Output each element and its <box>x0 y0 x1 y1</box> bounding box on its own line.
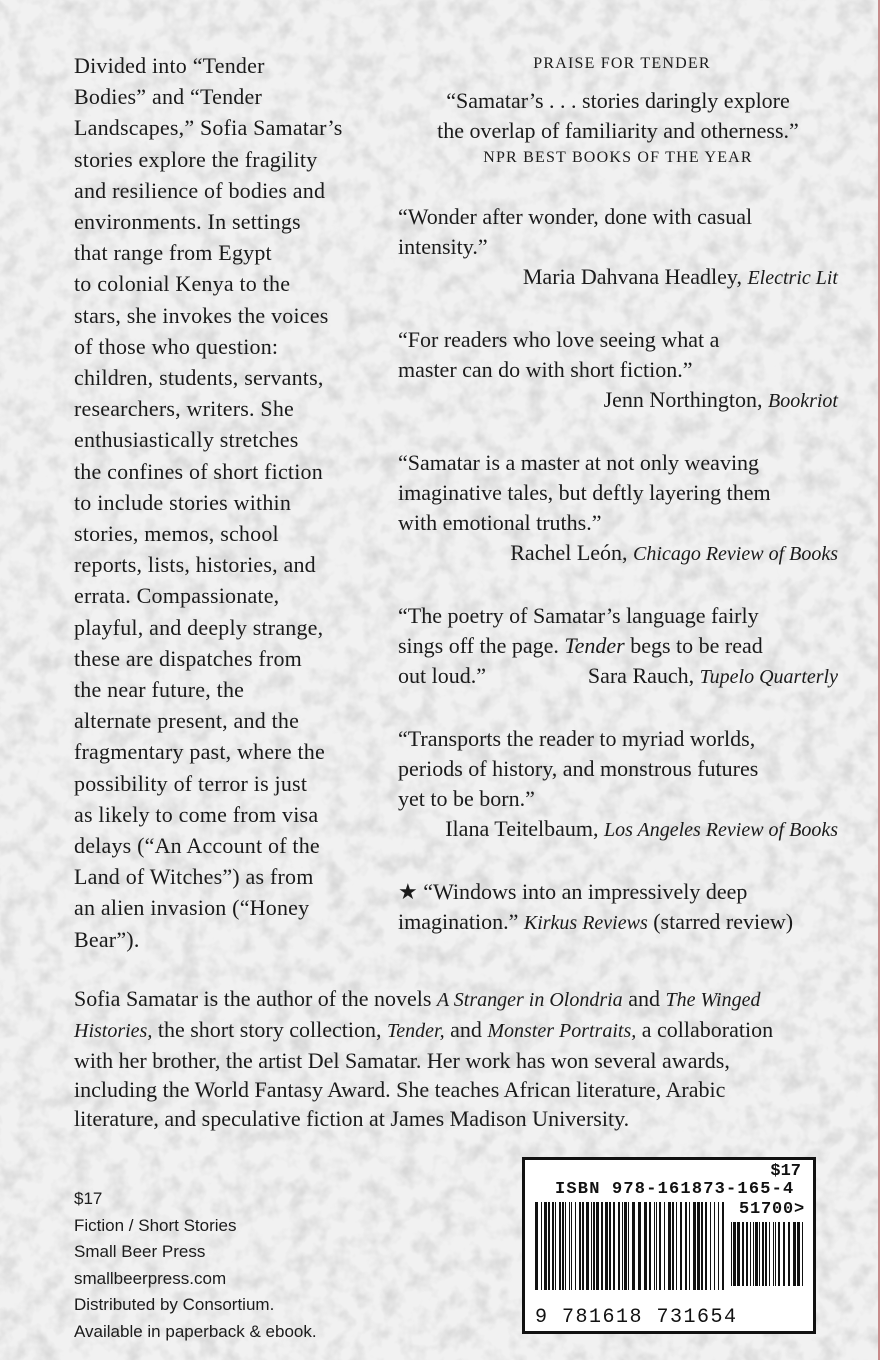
blurb-line: as likely to come from visa <box>74 801 319 827</box>
barcode-bar <box>654 1202 655 1290</box>
quote-attribution: Maria Dahvana Headley, Electric Lit <box>522 264 838 289</box>
blurb-line: the near future, the <box>74 677 245 703</box>
barcode-bar <box>714 1202 715 1290</box>
barcode-bar <box>632 1202 635 1290</box>
blurb-line: Landscapes,” Sofia Samatar’s <box>74 115 343 141</box>
blurb-line: stars, she invokes the voices <box>74 302 329 328</box>
blurb-line: to colonial Kenya to the <box>74 271 291 297</box>
barcode-bar <box>664 1202 665 1290</box>
barcode-bar <box>605 1202 608 1290</box>
meta-price: $17 <box>74 1189 103 1208</box>
book-description <box>74 50 374 955</box>
quote-npr: “Samatar’s . . . stories daringly explore the overlap of familiarity and otherness.” <box>437 88 799 143</box>
barcode-bar <box>676 1202 677 1290</box>
quote-attribution: Jenn Northington, Bookriot <box>603 387 838 412</box>
barcode-bar <box>644 1202 647 1290</box>
star-icon: ★ <box>398 879 418 904</box>
barcode-bar <box>746 1222 748 1286</box>
barcode-bar <box>544 1202 547 1290</box>
barcode-bar <box>552 1202 554 1290</box>
barcode-bar <box>596 1202 599 1290</box>
barcode-bar <box>618 1202 620 1290</box>
barcode-bar <box>591 1202 592 1290</box>
barcode-bar <box>672 1202 674 1290</box>
barcode-bar <box>638 1202 641 1290</box>
barcode-bar <box>559 1202 561 1290</box>
barcode-bar <box>705 1202 707 1290</box>
blurb-line: stories, memos, school <box>74 521 279 547</box>
barcode-bar <box>755 1222 758 1286</box>
blurb-line: enthusiastically stretches <box>74 427 299 453</box>
blurb-line: Land of Witches”) as from <box>74 864 314 890</box>
barcode-bar <box>693 1202 696 1290</box>
barcode-bar <box>535 1202 538 1290</box>
barcode-bar <box>759 1222 760 1286</box>
barcode-bar <box>649 1202 651 1290</box>
barcode-bar <box>555 1202 556 1290</box>
quote-leon: “Samatar is a master at not only weaving imaginative tales, but deftly layering them with emotional truths.” Rachel León, Chicago Review of Books <box>398 448 838 569</box>
blurb-line: alternate present, and the <box>74 708 300 734</box>
barcode-bar <box>685 1202 687 1290</box>
blurb-line: the confines of short fiction <box>74 458 323 484</box>
quote-headley: “Wonder after wonder, done with casual intensity.” Maria Dahvana Headley, Electric Lit <box>398 202 838 293</box>
barcode-bar <box>628 1202 629 1290</box>
ean-bars <box>535 1202 729 1292</box>
blurb-line: environments. In settings <box>74 209 301 235</box>
blurb-line: playful, and deeply strange, <box>74 614 324 640</box>
barcode-bar <box>753 1222 754 1286</box>
blurb-line: and resilience of bodies and <box>74 177 326 203</box>
barcode-bar <box>733 1222 736 1286</box>
quote-kirkus: ★ “Windows into an impressively deep imagination.” Kirkus Reviews (starred review) <box>398 879 794 934</box>
blurb-line: Bodies” and “Tender <box>74 84 262 110</box>
barcode-bar <box>562 1202 564 1290</box>
quote-attribution: Rachel León, Chicago Review of Books <box>510 540 838 565</box>
barcode-bar <box>765 1222 767 1286</box>
barcode-bar <box>697 1202 700 1290</box>
quote-attribution: Ilana Teitelbaum, Los Angeles Review of Books <box>445 816 838 841</box>
praise-heading: PRAISE FOR TENDER <box>533 55 711 72</box>
blurb-line: of those who question: <box>74 333 279 359</box>
barcode-bar <box>769 1222 770 1286</box>
barcode-bar <box>689 1202 690 1290</box>
blurb-line: stories explore the fragility <box>74 146 318 172</box>
blurb-line: children, students, servants, <box>74 365 324 391</box>
meta-distributor: Distributed by Consortium. <box>74 1295 275 1315</box>
barcode-bar <box>601 1202 603 1290</box>
blurb-line: possibility of terror is just <box>74 770 308 796</box>
barcode-bar <box>548 1202 550 1290</box>
barcode-bar <box>668 1202 671 1290</box>
barcode-bar <box>586 1202 589 1290</box>
blurb-line: an alien invasion (“Honey <box>74 895 310 921</box>
barcode-bar <box>742 1222 744 1286</box>
quote-npr-source: NPR BEST BOOKS OF THE YEAR <box>483 149 753 166</box>
barcode-bar <box>802 1222 803 1286</box>
barcode-bar <box>773 1222 774 1286</box>
blurb-line: these are dispatches from <box>74 645 302 671</box>
quote-attribution: Sara Rauch, Tupelo Quarterly <box>587 663 838 688</box>
addon-code: 51700> <box>738 1200 805 1219</box>
quote-rauch: “The poetry of Samatar’s language fairly sings off the page. Tender begs to be read out loud.” Sara Rauch, Tupelo Quarterly <box>398 601 838 692</box>
quote-teitelbaum: “Transports the reader to myriad worlds, periods of history, and monstrous futures yet to be born.” Ilana Teitelbaum, Los Angeles Review of Books <box>398 724 838 845</box>
barcode-bar <box>541 1202 542 1290</box>
barcode-bar <box>656 1202 657 1290</box>
barcode-bar <box>593 1202 595 1290</box>
blurb-line: researchers, writers. She <box>74 396 295 422</box>
blurb-line: delays (“An Account of the <box>74 833 320 859</box>
barcode-bar <box>750 1222 751 1286</box>
meta-website: smallbeerpress.com <box>74 1268 227 1288</box>
praise-section <box>398 50 838 938</box>
barcode-bar <box>582 1202 584 1290</box>
barcode-bar <box>613 1202 615 1290</box>
barcode-bar <box>680 1202 682 1290</box>
barcode-bar <box>797 1222 800 1286</box>
barcode-bar <box>731 1222 732 1286</box>
barcode-bar <box>710 1202 711 1290</box>
barcode-bar <box>762 1222 764 1286</box>
barcode-bar <box>775 1222 776 1286</box>
blurb-line: fragmentary past, where the <box>74 739 325 765</box>
blurb-line: errata. Compassionate, <box>74 583 280 609</box>
meta-formats: Available in paperback & ebook. <box>74 1321 317 1341</box>
barcode-bar <box>609 1202 611 1290</box>
barcode-bar <box>659 1202 661 1290</box>
barcode-bar <box>565 1202 566 1290</box>
author-bio: Sofia Samatar is the author of the novels A Stranger in Olondria and The Winged Histories, the short story collection, Tender, and Monster Portraits, a collaboration with her brother, the artist Del Samatar. Her work has won several awards, including the World Fantasy Award. She teaches African literature, Arabic literature, and speculative fiction at James Madison University. <box>74 986 774 1131</box>
barcode-bar <box>793 1222 796 1286</box>
blurb-line: that range from Egypt <box>74 240 272 266</box>
barcode-bar <box>778 1222 780 1286</box>
barcode-bar <box>701 1202 703 1290</box>
barcode-bar <box>624 1202 627 1290</box>
barcode-bar <box>783 1222 785 1286</box>
meta-publisher: Small Beer Press <box>74 1242 206 1262</box>
isbn-barcode <box>522 1157 816 1334</box>
meta-category: Fiction / Short Stories <box>74 1215 237 1235</box>
barcode-bar <box>788 1222 790 1286</box>
ean-number: 9 781618 731654 <box>535 1306 738 1329</box>
blurb-line: reports, lists, histories, and <box>74 552 316 578</box>
blurb-line: Divided into “Tender <box>74 53 265 78</box>
barcode-bar <box>575 1202 576 1290</box>
barcode-bar <box>569 1202 570 1290</box>
barcode-bar <box>571 1202 572 1290</box>
blurb-line: Bear”). <box>74 926 140 952</box>
addon-bars <box>731 1222 807 1286</box>
isbn-label: ISBN 978-161873-165-4 <box>555 1180 795 1199</box>
barcode-bar <box>622 1202 623 1290</box>
barcode-price: $17 <box>770 1162 801 1181</box>
book-meta <box>74 1186 374 1346</box>
barcode-bar <box>737 1222 740 1286</box>
blurb-line: to include stories within <box>74 489 292 515</box>
barcode-bar <box>722 1202 724 1290</box>
barcode-bar <box>718 1202 719 1290</box>
barcode-bar <box>579 1202 581 1290</box>
quote-northington: “For readers who love seeing what a master can do with short fiction.” Jenn Northington, Bookriot <box>398 325 838 416</box>
